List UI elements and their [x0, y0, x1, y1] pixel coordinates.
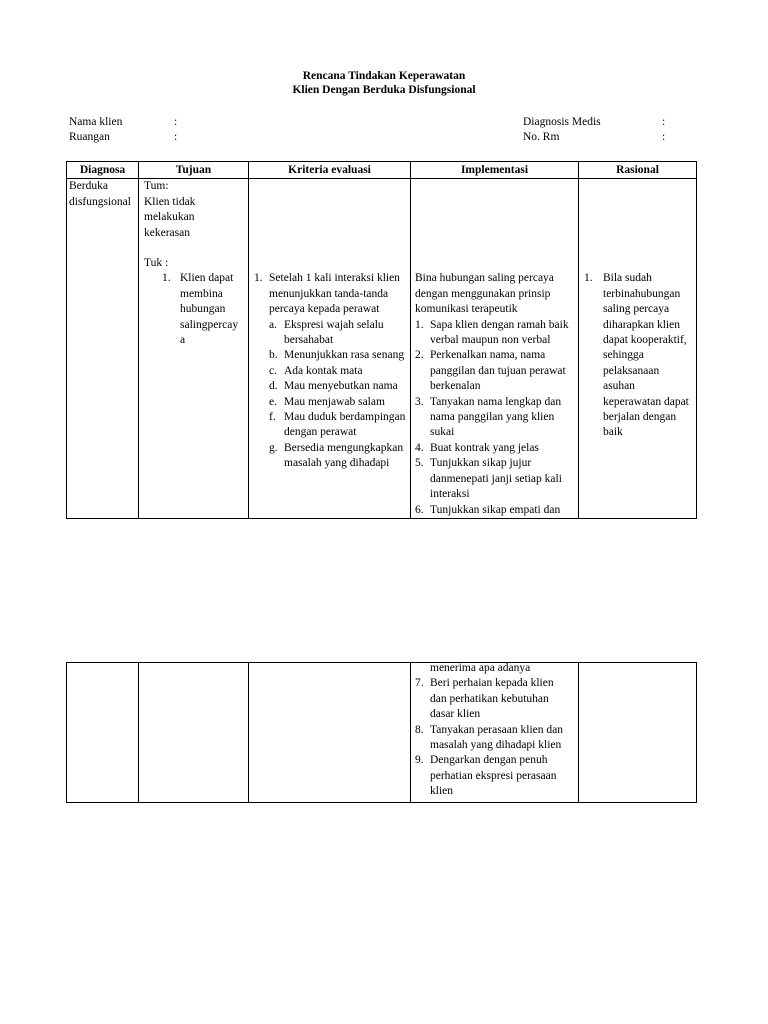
kriteria-sub-item: [269, 364, 407, 379]
implementasi-item-number: 7.: [415, 677, 424, 690]
implementasi-item-number: 5.: [415, 457, 424, 470]
rasional-cell: [579, 179, 697, 519]
implementasi-item-line: panggilan dan tujuan perawat: [430, 364, 566, 377]
tujuan-cell: [139, 179, 249, 519]
rasional-line: keperawatan dapat: [603, 395, 689, 408]
kriteria-sub-item-line: Ekspresi wajah selalu: [284, 318, 384, 331]
implementasi-item-line: Beri perhaian kepada klien: [430, 677, 554, 690]
tuk-line: Klien dapat: [180, 272, 234, 285]
kriteria-sub-item-number: c.: [269, 364, 277, 377]
tum-label: Tum:: [144, 180, 169, 193]
kriteria-sub-item: [269, 395, 407, 410]
ruangan-label: Ruangan: [69, 131, 110, 143]
tujuan-cell-continued: [139, 663, 249, 803]
kriteria-sub-item-line: Mau menyebutkan nama: [284, 380, 398, 393]
header-rasional: Rasional: [579, 162, 697, 179]
kriteria-line: percaya kepada perawat: [269, 303, 380, 316]
rasional-line: sehingga: [603, 349, 644, 362]
diagnosa-line: disfungsional: [69, 195, 131, 208]
implementasi-item-number: 1.: [415, 318, 424, 331]
diagnosis-medis-colon: :: [662, 116, 666, 128]
header-implementasi: Implementasi: [411, 162, 579, 179]
implementasi-cell-continued: [411, 663, 579, 803]
implementasi-item: [415, 348, 575, 394]
implementasi-item-line: masalah yang dihadapi klien: [430, 739, 562, 752]
kriteria-item: [254, 271, 407, 471]
nama-klien-label: Nama klien: [69, 116, 123, 128]
tuk-line: membina: [180, 287, 223, 300]
tuk-line: salingpercay: [180, 318, 239, 331]
implementasi-item-number: 8.: [415, 723, 424, 736]
rasional-line: saling percaya: [603, 303, 670, 316]
rasional-line: dapat kooperaktif,: [603, 334, 687, 347]
rasional-line: Bila sudah: [603, 272, 652, 285]
rasional-line: diharapkan klien: [603, 318, 680, 331]
no-rm-colon: :: [662, 131, 666, 143]
kriteria-cell-continued: [249, 663, 411, 803]
implementasi-item-number: 2.: [415, 349, 424, 362]
nama-klien-colon: :: [174, 116, 178, 128]
implementasi-item: [415, 456, 575, 502]
table-header-row: [67, 162, 697, 179]
implementasi-item-line: klien: [430, 785, 453, 798]
implementasi-item-number: 4.: [415, 441, 424, 454]
implementasi-item-line: dasar klien: [430, 708, 481, 721]
implementasi-item-line: Buat kontrak yang jelas: [430, 441, 539, 454]
implementasi-item-number: 3.: [415, 395, 424, 408]
header-kriteria-evaluasi: Kriteria evaluasi: [249, 162, 411, 179]
tuk-line: hubungan: [180, 303, 226, 316]
implementasi-item-line: interaksi: [430, 488, 470, 501]
implementasi-item-line: perhatian ekspresi perasaan: [430, 769, 557, 782]
document-title: Rencana Tindakan Keperawatan: [302, 70, 466, 82]
tuk-label: Tuk :: [144, 257, 169, 270]
implementasi-item-line: sukai: [430, 426, 455, 439]
implementasi-item-line: Tanyakan perasaan klien dan: [430, 723, 563, 736]
care-plan-table-continued: [66, 662, 697, 803]
table-row: [67, 663, 697, 803]
implementasi-item: [415, 441, 575, 456]
kriteria-sub-item-line: Menunjukkan rasa senang: [284, 349, 405, 362]
tum-line: kekerasan: [144, 226, 190, 239]
kriteria-sub-item-number: f.: [269, 411, 276, 424]
implementasi-item: [415, 676, 575, 722]
kriteria-line: menunjukkan tanda-tanda: [269, 287, 389, 300]
tum-line: Klien tidak: [144, 195, 196, 208]
diagnosa-cell-continued: [67, 663, 139, 803]
kriteria-line: Setelah 1 kali interaksi klien: [269, 272, 400, 285]
implementasi-item-line: Tanyakan nama lengkap dan: [430, 395, 562, 408]
kriteria-number: 1.: [254, 272, 263, 285]
kriteria-sub-item-line: dengan perawat: [284, 426, 357, 439]
ruangan-colon: :: [174, 131, 178, 143]
kriteria-cell: [249, 179, 411, 519]
kriteria-sub-item-line: bersahabat: [284, 334, 334, 347]
rasional-item: [584, 271, 693, 440]
header-diagnosa: Diagnosa: [67, 162, 139, 179]
kriteria-sub-item: [269, 441, 407, 472]
rasional-line: berjalan dengan: [603, 411, 677, 424]
kriteria-sub-item-line: Bersedia mengungkapkan: [284, 441, 404, 454]
implementasi-item-line: dan perhatikan kebutuhan: [430, 692, 549, 705]
diagnosis-medis-label: Diagnosis Medis: [523, 116, 601, 128]
implementasi-item-line: Tunjukkan sikap jujur: [430, 457, 532, 470]
kriteria-sub-item-number: g.: [269, 441, 278, 454]
implementasi-item-line: Perkenalkan nama, nama: [430, 349, 546, 362]
kriteria-sub-item: [269, 318, 407, 349]
kriteria-sub-item: [269, 410, 407, 441]
rasional-line: asuhan: [603, 380, 635, 393]
implementasi-item-number: 6.: [415, 503, 424, 516]
rasional-line: baik: [603, 426, 623, 439]
diagnosa-line: Berduka: [69, 180, 108, 193]
document-subtitle: Klien Dengan Berduka Disfungsional: [292, 84, 476, 96]
table-row: [67, 179, 697, 519]
implementasi-item: [415, 318, 575, 349]
tum-line: melakukan: [144, 211, 195, 224]
implementasi-item-line: Sapa klien dengan ramah baik: [430, 318, 569, 331]
kriteria-sub-item-number: e.: [269, 395, 277, 408]
no-rm-label: No. Rm: [523, 131, 560, 143]
tuk-line: a: [180, 334, 186, 347]
tuk-item-number: 1.: [162, 272, 171, 285]
implementasi-item: [415, 723, 575, 754]
rasional-number: 1.: [584, 272, 593, 285]
implementasi-item-line: danmenepati janji setiap kali: [430, 472, 562, 485]
implementasi-item: [415, 395, 575, 441]
implementasi-item-line: verbal maupun non verbal: [430, 334, 551, 347]
rasional-line: terbinahubungan: [603, 287, 681, 300]
rasional-cell-continued: [579, 663, 697, 803]
implementasi-item-number: 9.: [415, 754, 424, 767]
kriteria-sub-item-line: masalah yang dihadapi: [284, 457, 390, 470]
implementasi-intro-line: Bina hubungan saling percaya: [415, 272, 554, 285]
diagnosa-cell: [67, 179, 139, 519]
kriteria-sub-item: [269, 348, 407, 363]
rasional-line: pelaksanaan: [603, 364, 660, 377]
implementasi-item-line: Tunjukkan sikap empati dan: [430, 503, 561, 516]
implementasi-intro-line: dengan menggunakan prinsip: [415, 287, 551, 300]
implementasi-item-line: nama panggilan yang klien: [430, 411, 555, 424]
implementasi-item: [415, 503, 575, 518]
kriteria-sub-item-line: Ada kontak mata: [284, 364, 363, 377]
header-tujuan: Tujuan: [139, 162, 249, 179]
implementasi-item-line: Dengarkan dengan penuh: [430, 754, 548, 767]
kriteria-sub-item-line: Mau duduk berdampingan: [284, 411, 406, 424]
kriteria-sub-item: [269, 379, 407, 394]
implementasi-continued-line: menerima apa adanya: [430, 662, 531, 674]
implementasi-cell: [411, 179, 579, 519]
kriteria-sub-item-number: a.: [269, 318, 277, 331]
kriteria-sub-item-number: b.: [269, 349, 278, 362]
implementasi-item: [415, 753, 575, 799]
care-plan-table: [66, 161, 697, 519]
implementasi-intro-line: komunikasi terapeutik: [415, 303, 518, 316]
tuk-item: [144, 271, 245, 348]
implementasi-item-line: berkenalan: [430, 380, 481, 393]
kriteria-sub-item-line: Mau menjawab salam: [284, 395, 385, 408]
kriteria-sub-item-number: d.: [269, 380, 278, 393]
